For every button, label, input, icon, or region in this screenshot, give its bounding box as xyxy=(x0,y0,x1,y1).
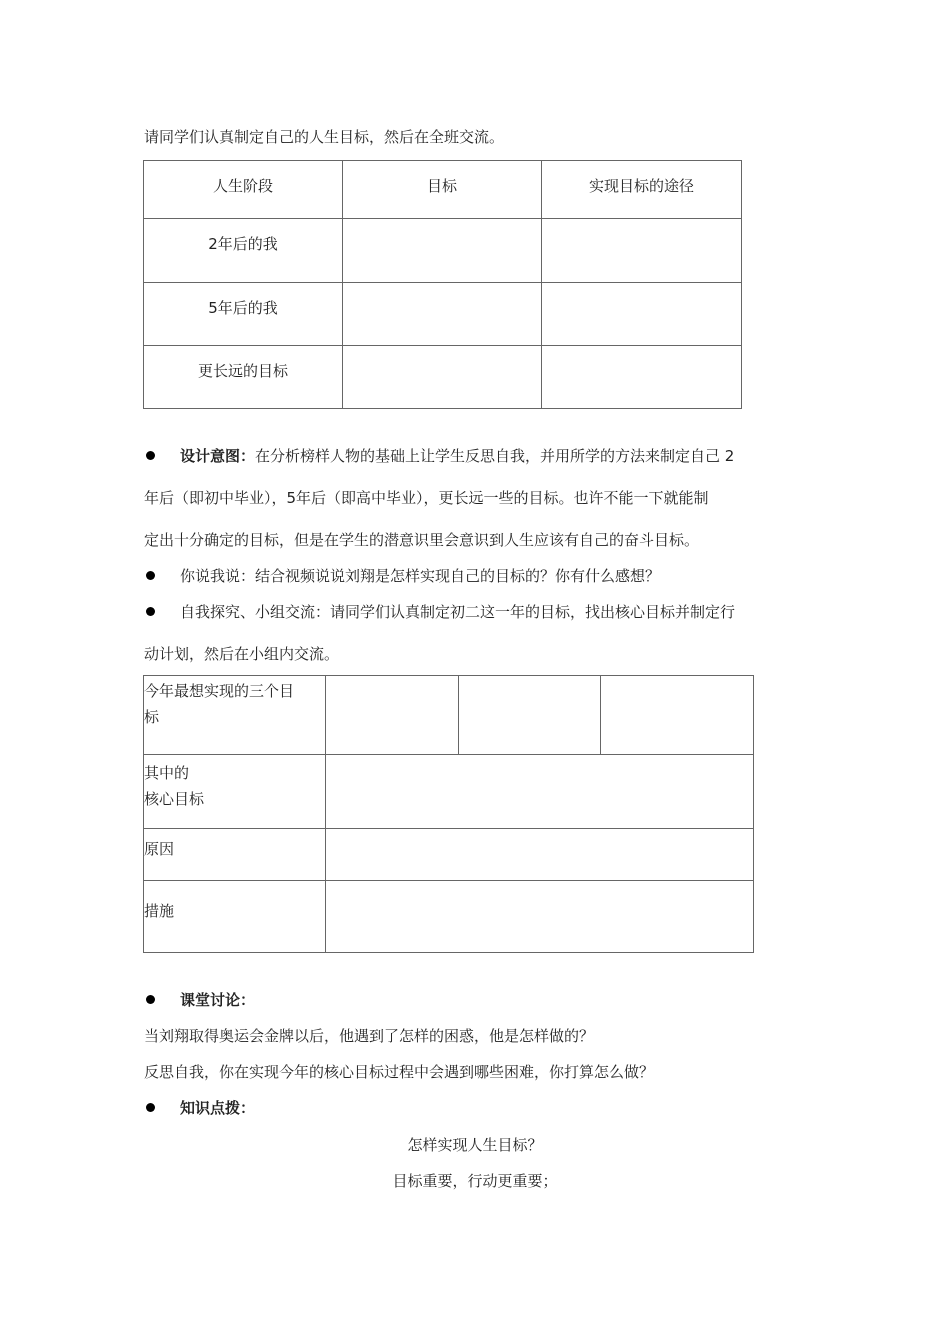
three-goals-label: 今年最想实现的三个目 标 xyxy=(144,676,326,755)
explore-text-2: 动计划，然后在小组内交流。 xyxy=(144,645,340,663)
knowledge-label: 知识点拨： xyxy=(180,1099,256,1117)
goal-cell-1 xyxy=(326,676,459,755)
design-text-1: 在分析榜样人物的基础上让学生反思自我，并用所学的方法来制定自己 2 xyxy=(255,447,735,465)
header-path: 实现目标的途径 xyxy=(542,161,742,219)
row-longer-term: 更长远的目标 xyxy=(144,346,343,409)
cell-5y-goal xyxy=(343,283,542,346)
header-goal: 目标 xyxy=(343,161,542,219)
knowledge-line-2: 目标重要，行动更重要； xyxy=(392,1172,558,1190)
row-5-years: 5年后的我 xyxy=(144,283,343,346)
core-goal-cell xyxy=(326,755,754,829)
reason-cell xyxy=(326,829,754,881)
design-label: 设计意图： xyxy=(180,447,256,465)
design-text-2: 年后（即初中毕业），5年后（即高中毕业），更长远一些的目标。也许不能一下就能制 xyxy=(144,489,709,507)
measures-cell xyxy=(326,881,754,953)
bullet-icon xyxy=(146,571,155,580)
discussion-question-2: 反思自我，你在实现今年的核心目标过程中会遇到哪些困难，你打算怎么做？ xyxy=(144,1063,655,1081)
core-goal-label: 其中的 核心目标 xyxy=(144,755,326,829)
knowledge-line-1: 怎样实现人生目标？ xyxy=(407,1136,543,1154)
cell-long-goal xyxy=(343,346,542,409)
header-stage: 人生阶段 xyxy=(144,161,343,219)
cell-2y-goal xyxy=(343,219,542,283)
bullet-icon xyxy=(146,451,155,460)
goal-plan-table xyxy=(143,675,754,953)
discussion-question-1: 当刘翔取得奥运会金牌以后，他遇到了怎样的困惑，他是怎样做的？ xyxy=(144,1027,595,1045)
bullet-icon xyxy=(146,995,155,1004)
discussion-label: 课堂讨论： xyxy=(180,991,256,1009)
bullet-icon xyxy=(146,607,155,616)
design-line1 xyxy=(180,445,734,466)
measures-label: 措施 xyxy=(144,881,326,953)
bullet-icon xyxy=(146,1103,155,1112)
cell-2y-path xyxy=(542,219,742,283)
you-say-text: 你说我说：结合视频说说刘翔是怎样实现自己的目标的？你有什么感想？ xyxy=(180,567,661,585)
intro-text: 请同学们认真制定自己的人生目标，然后在全班交流。 xyxy=(144,128,505,146)
life-plan-table xyxy=(143,160,742,409)
reason-label: 原因 xyxy=(144,829,326,881)
explore-text-1: 自我探究、小组交流：请同学们认真制定初二这一年的目标，找出核心目标并制定行 xyxy=(180,603,736,621)
cell-5y-path xyxy=(542,283,742,346)
goal-cell-3 xyxy=(601,676,754,755)
row-2-years: 2年后的我 xyxy=(144,219,343,283)
goal-cell-2 xyxy=(459,676,601,755)
cell-long-path xyxy=(542,346,742,409)
design-text-3: 定出十分确定的目标，但是在学生的潜意识里会意识到人生应该有自己的奋斗目标。 xyxy=(144,531,700,549)
